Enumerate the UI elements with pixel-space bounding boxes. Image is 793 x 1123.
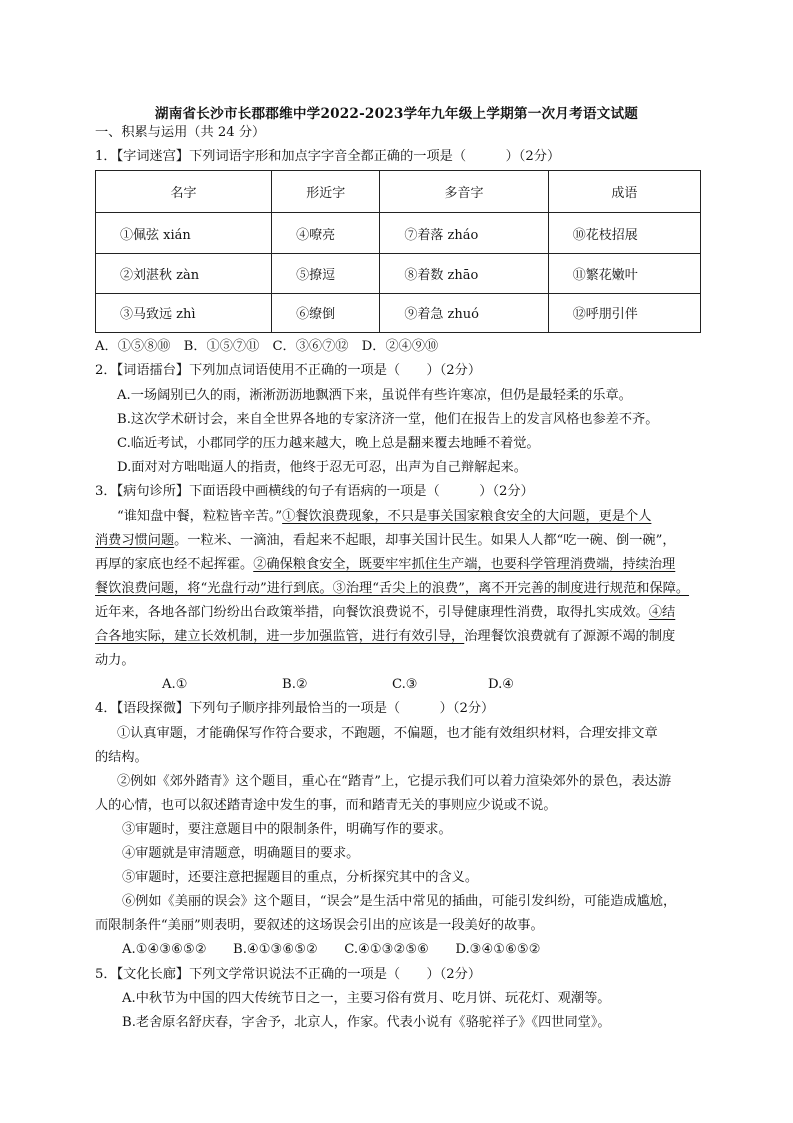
q3-option-c: C.③ (392, 677, 418, 692)
q1-header: 名字 (96, 171, 272, 213)
q3-passage-line (95, 604, 675, 622)
q3-passage-line (95, 532, 676, 550)
q3-underlined-sentence: 合各地实际，建立长效机制，进一步加强监管，进行有效引导， (95, 629, 465, 644)
q3-stem: 3．【病句诊所】下面语段中画横线的句子有语病的一项是（ ）（2分） (95, 484, 534, 499)
q4-sentence: 的结构。 (95, 750, 148, 765)
q1-cell: ②刘湛秋 zàn (96, 254, 272, 294)
q5-stem: 5．【文化长廊】下列文学常识说法不正确的一项是（ ）（2分） (95, 967, 482, 982)
q1-cell: ⑦着落 zháo (380, 213, 548, 254)
q3-passage-line (95, 628, 675, 646)
q1-stem: 1．【字词迷宫】下列词语字形和加点字字音全都正确的一项是（ ）（2分） (95, 149, 561, 164)
q2-stem: 2．【词语擂台】下列加点词语使用不正确的一项是（ ）（2分） (95, 363, 482, 378)
q4-sentence: ⑤审题时，还要注意把握题目的重点，分析探究其中的含义。 (122, 870, 479, 885)
table-row (96, 213, 701, 254)
section-heading: 一、积累与运用（共 24 分） (95, 125, 266, 140)
q3-passage-line (95, 580, 689, 598)
q3-option-a: A.① (162, 677, 188, 692)
q5-option-b: B.老舍原名舒庆春，字舍予，北京人，作家。代表小说有《骆驼祥子》《四世同堂》。 (122, 1015, 611, 1030)
q3-passage-line (117, 508, 651, 526)
q1-header: 多音字 (380, 171, 548, 213)
q3-option-d: D.④ (488, 677, 515, 692)
q2-option-c: C.临近考试，小郡同学的压力越来越大，晚上总是翻来覆去地睡不着觉。 (117, 436, 540, 451)
q1-cell: ③马致远 zhì (96, 293, 272, 333)
q1-header: 成语 (548, 171, 700, 213)
q1-table (95, 170, 701, 333)
q2-option-a: A.一场阔别已久的雨，淅淅沥沥地飘洒下来，虽说伴有些许寒凉，但仍是最轻柔的乐章。 (117, 388, 632, 403)
q5-option-a: A.中秋节为中国的四大传统节日之一，主要习俗有赏月、吃月饼、玩花灯、观潮等。 (122, 991, 611, 1006)
q3-passage-line (95, 556, 675, 574)
q4-sentence: 人的心情，也可以叙述踏青途中发生的事，而和踏青无关的事则应少说或不说。 (95, 798, 557, 813)
q1-header: 形近字 (272, 171, 380, 213)
table-row (96, 293, 701, 333)
q1-cell: ⑫呼朋引伴 (548, 293, 700, 333)
q4-sentence: ①认真审题，才能确保写作符合要求，不跑题，不偏题，也才能有效组织材料，合理安排文章 (117, 726, 658, 741)
q1-options: A．①⑤⑧⑩ B．①⑤⑦⑪ C．③⑥⑦⑫ D．②④⑨⑩ (95, 339, 439, 354)
q3-underlined-sentence: 消费习惯问题 (95, 533, 175, 548)
q3-underlined-sentence: ④结 (648, 605, 676, 620)
q3-text: “谁知盘中餐，粒粒皆辛苦。” (117, 509, 283, 524)
table-row (96, 254, 701, 294)
q3-underlined-sentence: ②确保粮食安全，既要牢牢抓住生产端，也要科学管理消费端，持续治理 (253, 557, 676, 572)
q4-sentence: ②例如《郊外踏青》这个题目，重心在“踏青”上，它提示我们可以着力渲染郊外的景色，表达游 (117, 774, 672, 789)
q3-text: 再厚的家底也经不起挥霍。 (95, 557, 254, 572)
q3-underlined-sentence: ①餐饮浪费现象，不只是事关国家粮食安全的大问题，更是个人 (282, 509, 652, 524)
q3-option-b: B.② (282, 677, 308, 692)
q1-cell: ⑥缭倒 (272, 293, 380, 333)
q1-cell: ⑨着急 zhuó (380, 293, 548, 333)
q1-cell: ⑤撩逗 (272, 254, 380, 294)
q4-sentence: ④审题就是审清题意，明确题目的要求。 (122, 846, 360, 861)
q2-option-b: B.这次学术研讨会，来自全世界各地的专家济济一堂，他们在报告上的发言风格也参差不齐。 (117, 412, 659, 427)
q3-underlined-sentence: 餐饮浪费问题，将“光盘行动”进行到底。③治理“舌尖上的浪费”，离不开完善的制度进行规范和保障。 (95, 581, 690, 596)
q4-sentence: ⑥例如《美丽的误会》这个题目，“误会”是生活中常见的插曲，可能引发纠纷，可能造成尴尬， (122, 894, 677, 909)
q4-sentence: ③审题时，要注意题目中的限制条件，明确写作的要求。 (122, 822, 452, 837)
q3-text: 近年来，各地各部门纷纷出台政策举措，向餐饮浪费说不，引导健康理性消费，取得扎实成效。 (95, 605, 649, 620)
q3-text: 。一粒米、一滴油，看起来不起眼，却事关国计民生。如果人人都“吃一碗、倒一碗”， (174, 533, 676, 548)
q1-cell: ⑧着数 zhāo (380, 254, 548, 294)
q1-cell: ⑩花枝招展 (548, 213, 700, 254)
q2-option-d: D.面对对方咄咄逼人的指责，他终于忍无可忍，出声为自己辩解起来。 (117, 460, 527, 475)
q3-text: 治理餐饮浪费就有了源源不竭的制度 (464, 629, 676, 644)
q1-cell: ⑪繁花嫩叶 (548, 254, 700, 294)
q4-options: A.①④③⑥⑤② B.④①③⑥⑤② C.④①③②⑤⑥ D.③④①⑥⑤② (122, 942, 541, 957)
q4-stem: 4．【语段探微】下列句子顺序排列最恰当的一项是（ ）（2分） (95, 701, 495, 716)
q1-cell: ①佩弦 xián (96, 213, 272, 254)
q4-sentence: 而限制条件“美丽”则表明，要叙述的这场误会引出的应该是一段美好的故事。 (95, 918, 544, 933)
exam-title: 湖南省长沙市长郡郡维中学2022-2023学年九年级上学期第一次月考语文试题 (154, 106, 639, 122)
q1-cell: ④嘹亮 (272, 213, 380, 254)
q3-passage-line: 动力。 (95, 653, 135, 668)
